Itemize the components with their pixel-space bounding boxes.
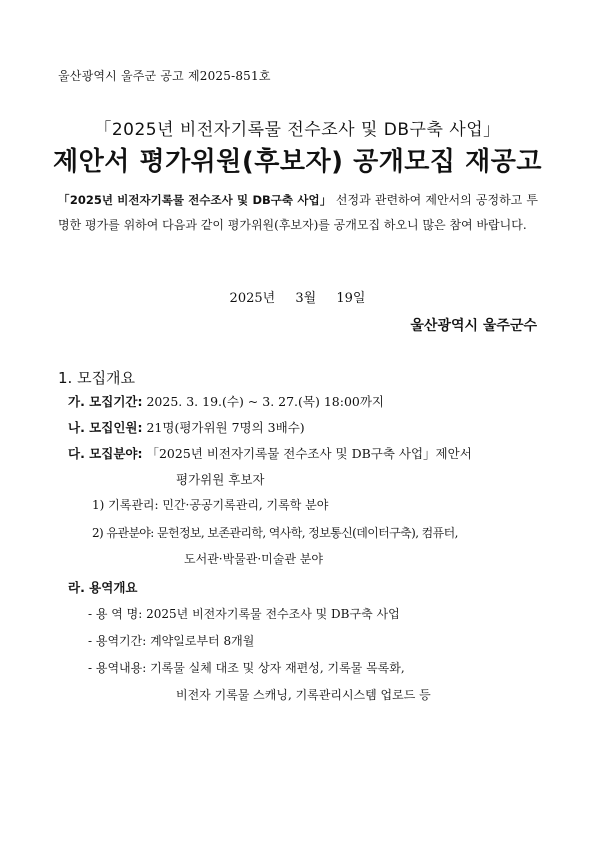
- recruit-period-label: 가. 모집기간:: [68, 394, 143, 409]
- section-title: 1. 모집개요: [58, 369, 136, 387]
- page-title: 제안서 평가위원(후보자) 공개모집 재공고: [53, 147, 542, 177]
- recruit-field-row: [68, 444, 472, 462]
- recruit-personnel-row: [68, 418, 305, 436]
- recruit-period-value: 2025. 3. 19.(수) ~ 3. 27.(목) 18:00까지: [146, 394, 385, 409]
- recruit-field-value: 「2025년 비전자기록물 전수조사 및 DB구축 사업」제안서: [146, 446, 472, 461]
- field-item-cont: 도서관·박물관·미술관 분야: [184, 552, 323, 566]
- date-month: 3월: [295, 291, 317, 306]
- notice-number: 울산광역시 울주군 공고 제2025-851호: [58, 69, 271, 83]
- notice-date: [0, 287, 595, 306]
- field-item: 1) 기록관리: 민간·공공기록관리, 기록학 분야: [92, 498, 329, 512]
- recruit-field-label: 다. 모집분야:: [68, 446, 143, 461]
- service-item: - 용 역 명: 2025년 비전자기록물 전수조사 및 DB구축 사업: [88, 607, 400, 621]
- intro-text: 선정과 관련하여 제안서의 공정하고 투명한 평가를 위하여 다음과 같이 평가위원(후보자)를 공개모집 하오니 많은 참여 바랍니다.: [58, 193, 538, 232]
- service-item: - 용역기간: 계약일로부터 8개월: [88, 634, 255, 648]
- field-item: 2) 유관분야: 문헌정보, 보존관리학, 역사학, 정보통신(데이터구축), 컴퓨터,: [92, 526, 458, 540]
- recruit-personnel-label: 나. 모집인원:: [68, 420, 143, 435]
- title-line-1: 「2025년 비전자기록물 전수조사 및 DB구축 사업」: [94, 120, 501, 140]
- date-day: 19일: [336, 291, 366, 306]
- service-item-cont: 비전자 기록물 스캐닝, 기록관리시스템 업로드 등: [176, 688, 431, 702]
- service-item: - 용역내용: 기록물 실체 대조 및 상자 재편성, 기록물 목록화,: [88, 661, 405, 675]
- recruit-field-value-cont: 평가위원 후보자: [176, 472, 265, 487]
- date-year: 2025년: [229, 291, 276, 306]
- intro-paragraph: [58, 188, 538, 238]
- issuer: 울산광역시 울주군수: [410, 318, 537, 334]
- intro-project-name: 「2025년 비전자기록물 전수조사 및 DB구축 사업」: [58, 193, 332, 207]
- recruit-personnel-value: 21명(평가위원 7명의 3배수): [146, 420, 305, 435]
- recruit-period-row: [68, 392, 384, 410]
- service-overview-label: 라. 용역개요: [68, 580, 138, 595]
